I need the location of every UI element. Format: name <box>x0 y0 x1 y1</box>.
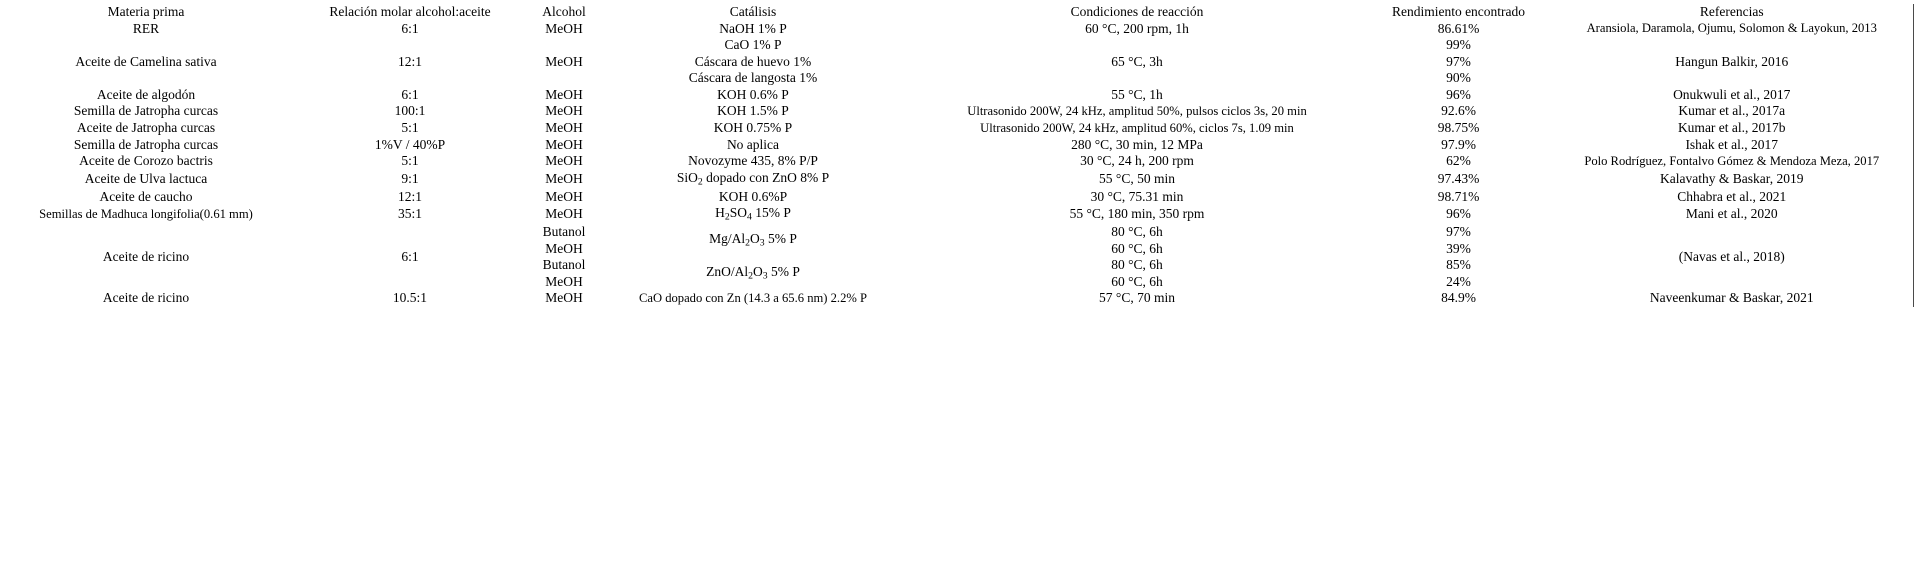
table-row <box>2 87 1913 104</box>
cell-catalisis: Novozyme 435, 8% P/P <box>688 153 818 169</box>
cell-catalisis: Cáscara de langosta 1% <box>688 70 818 86</box>
cell-referencias: Aransiola, Daramola, Ojumu, Solomon & Layokun, 2013 <box>1551 21 1913 38</box>
col-header-materia-prima: Materia prima <box>107 4 185 19</box>
cell-relacion-molar: 12:1 <box>397 53 422 69</box>
cell-referencias: Onukwuli et al., 2017 <box>1551 87 1913 104</box>
cell-relacion-molar: 9:1 <box>401 170 419 186</box>
cell-alcohol: MeOH <box>545 170 583 186</box>
cell-materia-prima: Aceite de Ulva lactuca <box>84 170 208 186</box>
cell-relacion-molar: 35:1 <box>397 206 422 222</box>
cell-materia-prima: Semilla de Jatropha curcas <box>73 136 219 152</box>
cell-rendimiento: 96% <box>1446 206 1471 222</box>
cell-relacion-molar: 6:1 <box>401 20 419 36</box>
cell-relacion-molar: 6:1 <box>401 249 419 265</box>
table-row <box>2 189 1913 206</box>
cell-rendimiento: 39% <box>1446 240 1471 256</box>
cell-rendimiento: 98.71% <box>1437 188 1480 204</box>
cell-catalisis: KOH 0.75% P <box>713 120 793 136</box>
cell-relacion-molar: 12:1 <box>397 188 422 204</box>
cell-rendimiento: 84.9% <box>1441 290 1476 306</box>
cell-materia-prima: Semilla de Jatropha curcas <box>73 103 219 119</box>
cell-condiciones: 80 °C, 6h <box>1111 224 1163 240</box>
cell-condiciones: 30 °C, 75.31 min <box>1090 188 1184 204</box>
cell-condiciones: Ultrasonido 200W, 24 kHz, amplitud 50%, pulsos ciclos 3s, 20 min <box>967 103 1307 118</box>
cell-catalisis: Cáscara de huevo 1% <box>694 53 812 69</box>
cell-condiciones: 60 °C, 6h <box>1111 273 1163 289</box>
table-row <box>2 153 1913 170</box>
cell-condiciones: 30 °C, 24 h, 200 rpm <box>1080 153 1194 169</box>
cell-condiciones: 55 °C, 50 min <box>1099 170 1175 186</box>
cell-referencias: Kumar et al., 2017a <box>1551 103 1913 120</box>
col-header-referencias: Referencias <box>1551 4 1913 21</box>
cell-alcohol: MeOH <box>545 188 583 204</box>
cell-relacion-molar: 1%V / 40%P <box>374 136 446 152</box>
cell-condiciones: 60 °C, 6h <box>1111 240 1163 256</box>
cell-rendimiento: 24% <box>1446 273 1471 289</box>
cell-rendimiento: 99% <box>1446 37 1471 53</box>
table-row <box>2 21 1913 38</box>
cell-referencias: Kalavathy & Baskar, 2019 <box>1551 170 1913 189</box>
cell-alcohol: Butanol <box>542 257 586 273</box>
cell-materia-prima: Semillas de Madhuca longifolia(0.61 mm) <box>39 206 253 221</box>
cell-rendimiento: 97.43% <box>1437 170 1480 186</box>
cell-catalisis: $Mg/Al_2O_3$ 5% P <box>709 231 797 249</box>
cell-materia-prima: RER <box>132 20 160 36</box>
cell-referencias: Naveenkumar & Baskar, 2021 <box>1551 290 1913 307</box>
cell-materia-prima: Aceite de Corozo bactris <box>79 153 213 169</box>
cell-referencias: Hangun Balkir, 2016 <box>1551 37 1913 87</box>
cell-materia-prima: Aceite de caucho <box>99 188 193 204</box>
cell-relacion-molar: 10.5:1 <box>392 290 428 306</box>
cell-referencias: Kumar et al., 2017b <box>1551 120 1913 137</box>
cell-condiciones: 80 °C, 6h <box>1111 257 1163 273</box>
table-row <box>2 137 1913 154</box>
cell-catalisis: CaO 1% P <box>724 37 782 53</box>
cell-rendimiento: 97.9% <box>1441 136 1476 152</box>
col-header-alcohol: Alcohol <box>542 4 586 19</box>
cell-alcohol: MeOH <box>545 273 583 289</box>
cell-rendimiento: 96% <box>1446 86 1471 102</box>
cell-condiciones: 60 °C, 200 rpm, 1h <box>1085 20 1189 36</box>
table-head <box>2 4 1913 21</box>
cell-rendimiento: 85% <box>1446 257 1471 273</box>
table-row <box>2 205 1913 224</box>
cell-catalisis: KOH 0.6%P <box>718 188 788 204</box>
cell-catalisis: ZnO/$Al_2O_3$ 5% P <box>706 264 800 282</box>
col-header-catalisis: Catálisis <box>729 4 777 19</box>
cell-relacion-molar: 5:1 <box>401 120 419 136</box>
cell-alcohol: MeOH <box>545 240 583 256</box>
cell-alcohol: MeOH <box>545 136 583 152</box>
cell-referencias: Polo Rodríguez, Fontalvo Gómez & Mendoza Meza, 2017 <box>1551 153 1913 170</box>
cell-condiciones: 65 °C, 3h <box>1111 53 1163 69</box>
cell-materia-prima: Aceite de ricino <box>102 290 190 306</box>
cell-catalisis: $H_2SO_4$ 15% P <box>715 205 791 223</box>
cell-referencias: (Navas et al., 2018) <box>1551 224 1913 290</box>
cell-catalisis: SiO$_2$ dopado con ZnO 8% P <box>676 169 830 188</box>
col-header-relacion-molar: Relación molar alcohol:aceite <box>329 4 491 19</box>
cell-rendimiento: 62% <box>1446 153 1471 169</box>
col-header-rendimiento: Rendimiento encontrado <box>1391 4 1526 19</box>
table-row <box>2 224 1913 241</box>
cell-catalisis: KOH 1.5% P <box>717 103 789 119</box>
cell-relacion-molar: 5:1 <box>401 153 419 169</box>
cell-catalisis: KOH 0.6% P <box>717 86 789 102</box>
cell-alcohol: MeOH <box>545 120 583 136</box>
cell-rendimiento: 90% <box>1446 70 1471 86</box>
cell-relacion-molar: 100:1 <box>394 103 426 119</box>
header-row <box>2 4 1913 21</box>
table-row <box>2 120 1913 137</box>
cell-alcohol: MeOH <box>545 153 583 169</box>
cell-referencias: Mani et al., 2020 <box>1551 205 1913 224</box>
cell-referencias: Chhabra et al., 2021 <box>1551 189 1913 206</box>
table-row <box>2 170 1913 189</box>
cell-materia-prima: Aceite de Camelina sativa <box>75 53 217 69</box>
cell-catalisis: No aplica <box>726 136 780 152</box>
cell-condiciones: 55 °C, 180 min, 350 rpm <box>1069 206 1205 222</box>
cell-condiciones: 280 °C, 30 min, 12 MPa <box>1071 136 1203 152</box>
cell-rendimiento: 86.61% <box>1437 20 1480 36</box>
table-row <box>2 290 1913 307</box>
cell-rendimiento: 97% <box>1446 224 1471 240</box>
cell-condiciones: 55 °C, 1h <box>1111 86 1163 102</box>
data-table <box>2 4 1914 307</box>
table-row <box>2 103 1913 120</box>
cell-materia-prima: Aceite de ricino <box>102 249 190 265</box>
cell-alcohol: MeOH <box>545 86 583 102</box>
cell-alcohol: MeOH <box>545 20 583 36</box>
cell-referencias: Ishak et al., 2017 <box>1551 137 1913 154</box>
cell-condiciones: 57 °C, 70 min <box>1099 290 1175 306</box>
cell-alcohol: MeOH <box>545 103 583 119</box>
cell-relacion-molar: 6:1 <box>401 86 419 102</box>
cell-rendimiento: 98.75% <box>1437 120 1480 136</box>
cell-catalisis: CaO dopado con Zn (14.3 a 65.6 nm) 2.2% P <box>638 290 868 305</box>
cell-condiciones: Ultrasonido 200W, 24 kHz, amplitud 60%, ciclos 7s, 1.09 min <box>980 120 1294 135</box>
cell-alcohol: MeOH <box>545 290 583 306</box>
cell-rendimiento: 97% <box>1446 53 1471 69</box>
cell-alcohol: Butanol <box>542 224 586 240</box>
col-header-condiciones: Condiciones de reacción <box>1070 4 1204 19</box>
cell-materia-prima: Aceite de Jatropha curcas <box>76 120 216 136</box>
cell-rendimiento: 92.6% <box>1441 103 1476 119</box>
cell-alcohol: MeOH <box>545 206 583 222</box>
table-row <box>2 37 1913 54</box>
cell-alcohol: MeOH <box>545 53 583 69</box>
table-body <box>2 21 1913 307</box>
cell-catalisis: NaOH 1% P <box>719 20 787 36</box>
cell-materia-prima: Aceite de algodón <box>96 86 196 102</box>
